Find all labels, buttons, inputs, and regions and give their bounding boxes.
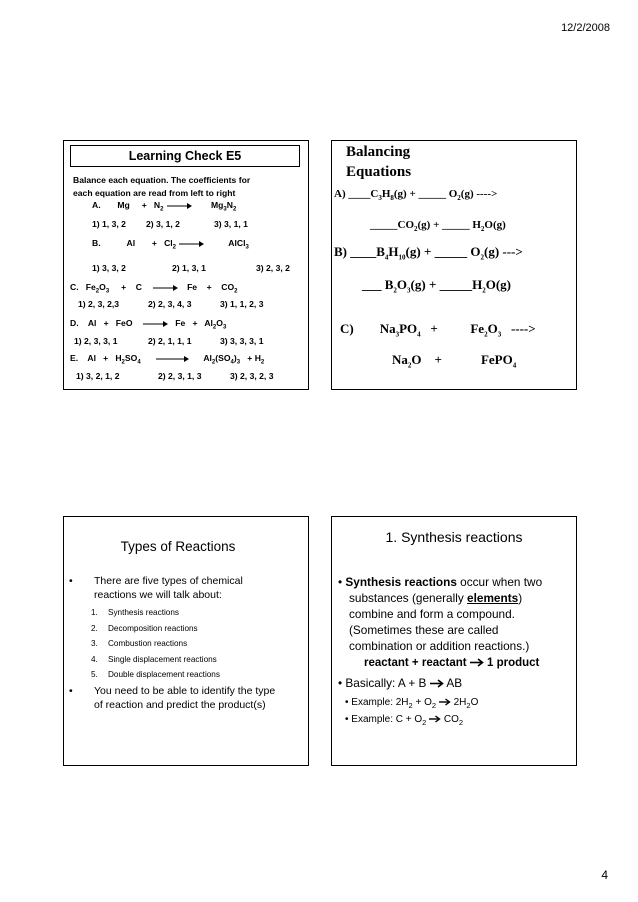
slide-balancing-equations: [331, 140, 577, 390]
answer-d-3: 3) 3, 3, 3, 1: [220, 336, 264, 346]
answer-e-3: 3) 2, 3, 2, 3: [230, 371, 274, 381]
definition-line-1: • Synthesis reactions occur when two: [338, 575, 543, 589]
equation-a-reactants: A) $\_\_\_\_C_3H_8(g)$ + _____ $O_2(g)$ ---->: [334, 188, 498, 203]
answer-b-1: 1) 3, 3, 2: [92, 263, 126, 273]
list-item-number: 3.: [91, 639, 98, 648]
arrow-right-icon: [429, 715, 441, 723]
definition-line-3: combine and form a compound.: [349, 607, 515, 621]
answer-a-1: 1) 1, 3, 2: [92, 219, 126, 229]
instructions-line-2: each equation are read from left to right: [73, 188, 236, 198]
page-number: 4: [601, 868, 608, 882]
equation-c: C. $Fe_2O_3$ + C Fe + $CO_2$: [70, 282, 238, 295]
bullet-dot: •: [69, 575, 73, 587]
answer-c-3: 3) 1, 1, 2, 3: [220, 299, 264, 309]
answer-b-3: 3) 2, 3, 2: [256, 263, 290, 273]
list-item-number: 2.: [91, 624, 98, 633]
answer-e-1: 1) 3, 2, 1, 2: [76, 371, 120, 381]
slide-types-of-reactions: [63, 516, 309, 766]
answer-e-2: 2) 2, 3, 1, 3: [158, 371, 202, 381]
list-item: Combustion reactions: [108, 639, 188, 648]
arrow-right-icon: [470, 658, 484, 667]
answer-c-2: 2) 2, 3, 4, 3: [148, 299, 192, 309]
slide-title-line-1: Balancing: [346, 144, 411, 160]
arrow-right-icon: [439, 698, 451, 706]
definition-line-2: substances (generally elements): [349, 591, 523, 605]
bullet-1-line-1: There are five types of chemical: [94, 575, 243, 587]
print-date: 12/2/2008: [561, 22, 610, 34]
slide-title: Types of Reactions: [120, 539, 236, 554]
reaction-arrow-icon: [178, 240, 204, 248]
bullet-dot: •: [69, 685, 73, 697]
slide-title-line-2: Equations: [346, 164, 412, 180]
equation-c-products: $Na_2O$ + FePO$_4$: [392, 352, 517, 370]
instructions-line-1: Balance each equation. The coefficients for: [73, 175, 251, 185]
slide-synthesis-reactions: [331, 516, 577, 766]
answer-d-1: 1) 2, 3, 3, 1: [74, 336, 118, 346]
bullet-1-line-2: reactions we will talk about:: [94, 589, 222, 601]
equation-b-reactants: B) $\_\_\_\_B_4H_{10}(g)$ + _____ $O_2(g)$ --->: [334, 244, 523, 262]
list-item: Single displacement reactions: [108, 655, 217, 664]
equation-b: B. Al + $Cl_2$ AlCl$_3$: [92, 238, 249, 251]
equation-b-products: ___ $B_2O_3(g)$ + $\_\_\_\_\_H_2O(g)$: [362, 277, 512, 295]
answer-a-2: 2) 3, 1, 2: [146, 219, 180, 229]
slide-title: 1. Synthesis reactions: [385, 529, 523, 545]
reaction-arrow-icon: [142, 320, 168, 328]
equation-c-reactants: C) $Na_3PO_4$ + $Fe_2O_3$ ---->: [340, 321, 536, 339]
answer-a-3: 3) 3, 1, 1: [214, 219, 248, 229]
list-item: Synthesis reactions: [108, 608, 179, 617]
definition-line-4: (Sometimes these are called: [349, 623, 499, 637]
bullet-2-line-1: You need to be able to identify the type: [94, 685, 276, 697]
equation-e: E. Al + $H_2SO_4$ $Al_2(SO_4)_3$ + $H_2$: [70, 353, 265, 366]
answer-c-1: 1) 2, 3, 2,3: [78, 299, 120, 309]
answer-b-2: 2) 1, 3, 1: [172, 263, 206, 273]
bullet-2-line-2: of reaction and predict the product(s): [94, 699, 266, 711]
equation-d: D. Al + FeO Fe + $Al_2O_3$: [70, 318, 227, 331]
reaction-arrow-icon: [166, 202, 192, 210]
answer-d-2: 2) 2, 1, 1, 1: [148, 336, 192, 346]
list-item-number: 4.: [91, 655, 98, 664]
slide-learning-check: [63, 140, 309, 390]
reaction-arrow-icon: [152, 284, 178, 292]
arrow-right-icon: [430, 679, 444, 688]
example-1: • Example: $2H_2 + O_2$ $2H_2O$: [345, 697, 479, 710]
equation-a-products: $\_\_\_\_\_CO_2(g)$ + _____ $H_2O(g)$: [370, 219, 506, 234]
definition-line-5: combination or addition reactions.): [349, 639, 530, 653]
list-item: Double displacement reactions: [108, 670, 220, 679]
slide-title: Learning Check E5: [70, 145, 300, 167]
reaction-arrow-icon: [155, 355, 189, 363]
list-item-number: 1.: [91, 608, 98, 617]
general-rule: reactant + reactant 1 product: [364, 657, 540, 669]
equation-a: A. Mg + $N_2$ $Mg_3N_2$: [92, 200, 237, 213]
basic-form: • Basically: A + B AB: [338, 676, 463, 690]
list-item-number: 5.: [91, 670, 98, 679]
list-item: Decomposition reactions: [108, 624, 198, 633]
example-2: • Example: $C + O_2$ $CO_2$: [345, 714, 464, 727]
